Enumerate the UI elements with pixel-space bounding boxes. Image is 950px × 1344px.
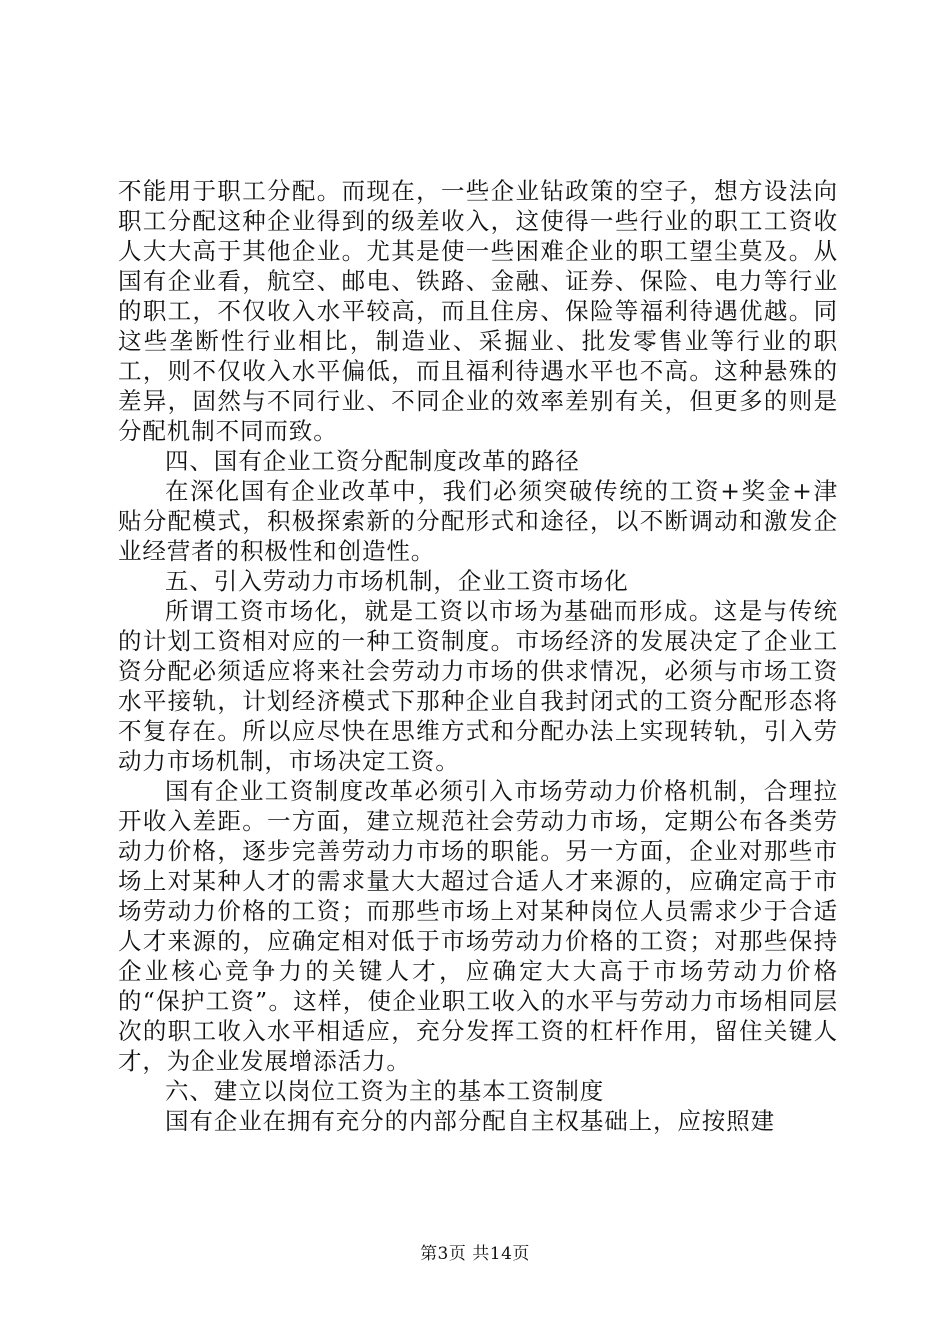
heading-section-four: 四、国有企业工资分配制度改革的路径 bbox=[165, 447, 580, 475]
paragraph-labor-price-mechanism: 国有企业工资制度改革必须引入市场劳动力价格机制，合理拉开收入差距。一方面，建立规范社会劳动力市场，定期公布各类劳动力价格，逐步完善劳动力市场的职能。另一方面，企业对那些市场上对某种人才的需求量大大超过合适人才来源的，应确定高于市场劳动力价格的工资；而那些市场上对某种岗位人员需求少于合适人才来源的，应确定相对低于市场劳动力价格的工资；对那些保持企业核心竞争力的关键人才，应确定大大高于市场劳动力价格的“保护工资”。这样，使企业职工收入的水平与劳动力市场相同层次的职工收入水平相适应，充分发挥工资的杠杆作用，留住关键人才，为企业发展增添活力。 bbox=[118, 777, 838, 1075]
document-body bbox=[118, 176, 838, 1136]
paragraph-wage-gap: 不能用于职工分配。而现在，一些企业钻政策的空子，想方设法向职工分配这种企业得到的级差收入，这使得一些行业的职工工资收人大大高于其他企业。尤其是使一些困难企业的职工望尘莫及。从国有企业看，航空、邮电、铁路、金融、证券、保险、电力等行业的职工，不仅收入水平较高，而且住房、保险等福利待遇优越。同这些垄断性行业相比，制造业、采掘业、批发零售业等行业的职工，则不仅收入水平偏低，而且福利待遇水平也不高。这种悬殊的差异，固然与不同行业、不同企业的效率差别有关，但更多的则是分配机制不同而致。 bbox=[118, 177, 838, 445]
paragraph-reform-path: 在深化国有企业改革中，我们必须突破传统的工资+奖金+津贴分配模式，积极探索新的分配形式和途径，以不断调动和激发企业经营者的积极性和创造性。 bbox=[118, 477, 838, 565]
paragraph-post-wage-system: 国有企业在拥有充分的内部分配自主权基础上，应按照建 bbox=[165, 1107, 775, 1135]
heading-section-five: 五、引入劳动力市场机制，企业工资市场化 bbox=[165, 567, 629, 595]
heading-section-six: 六、建立以岗位工资为主的基本工资制度 bbox=[165, 1077, 605, 1105]
paragraph-wage-marketization: 所谓工资市场化，就是工资以市场为基础而形成。这是与传统的计划工资相对应的一种工资制度。市场经济的发展决定了企业工资分配必须适应将来社会劳动力市场的供求情况，必须与市场工资水平接轨，计划经济模式下那种企业自我封闭式的工资分配形态将不复存在。所以应尽快在思维方式和分配办法上实现转轨，引入劳动力市场机制，市场决定工资。 bbox=[118, 597, 838, 775]
page-footer: 第3页 共14页 bbox=[420, 1244, 530, 1264]
